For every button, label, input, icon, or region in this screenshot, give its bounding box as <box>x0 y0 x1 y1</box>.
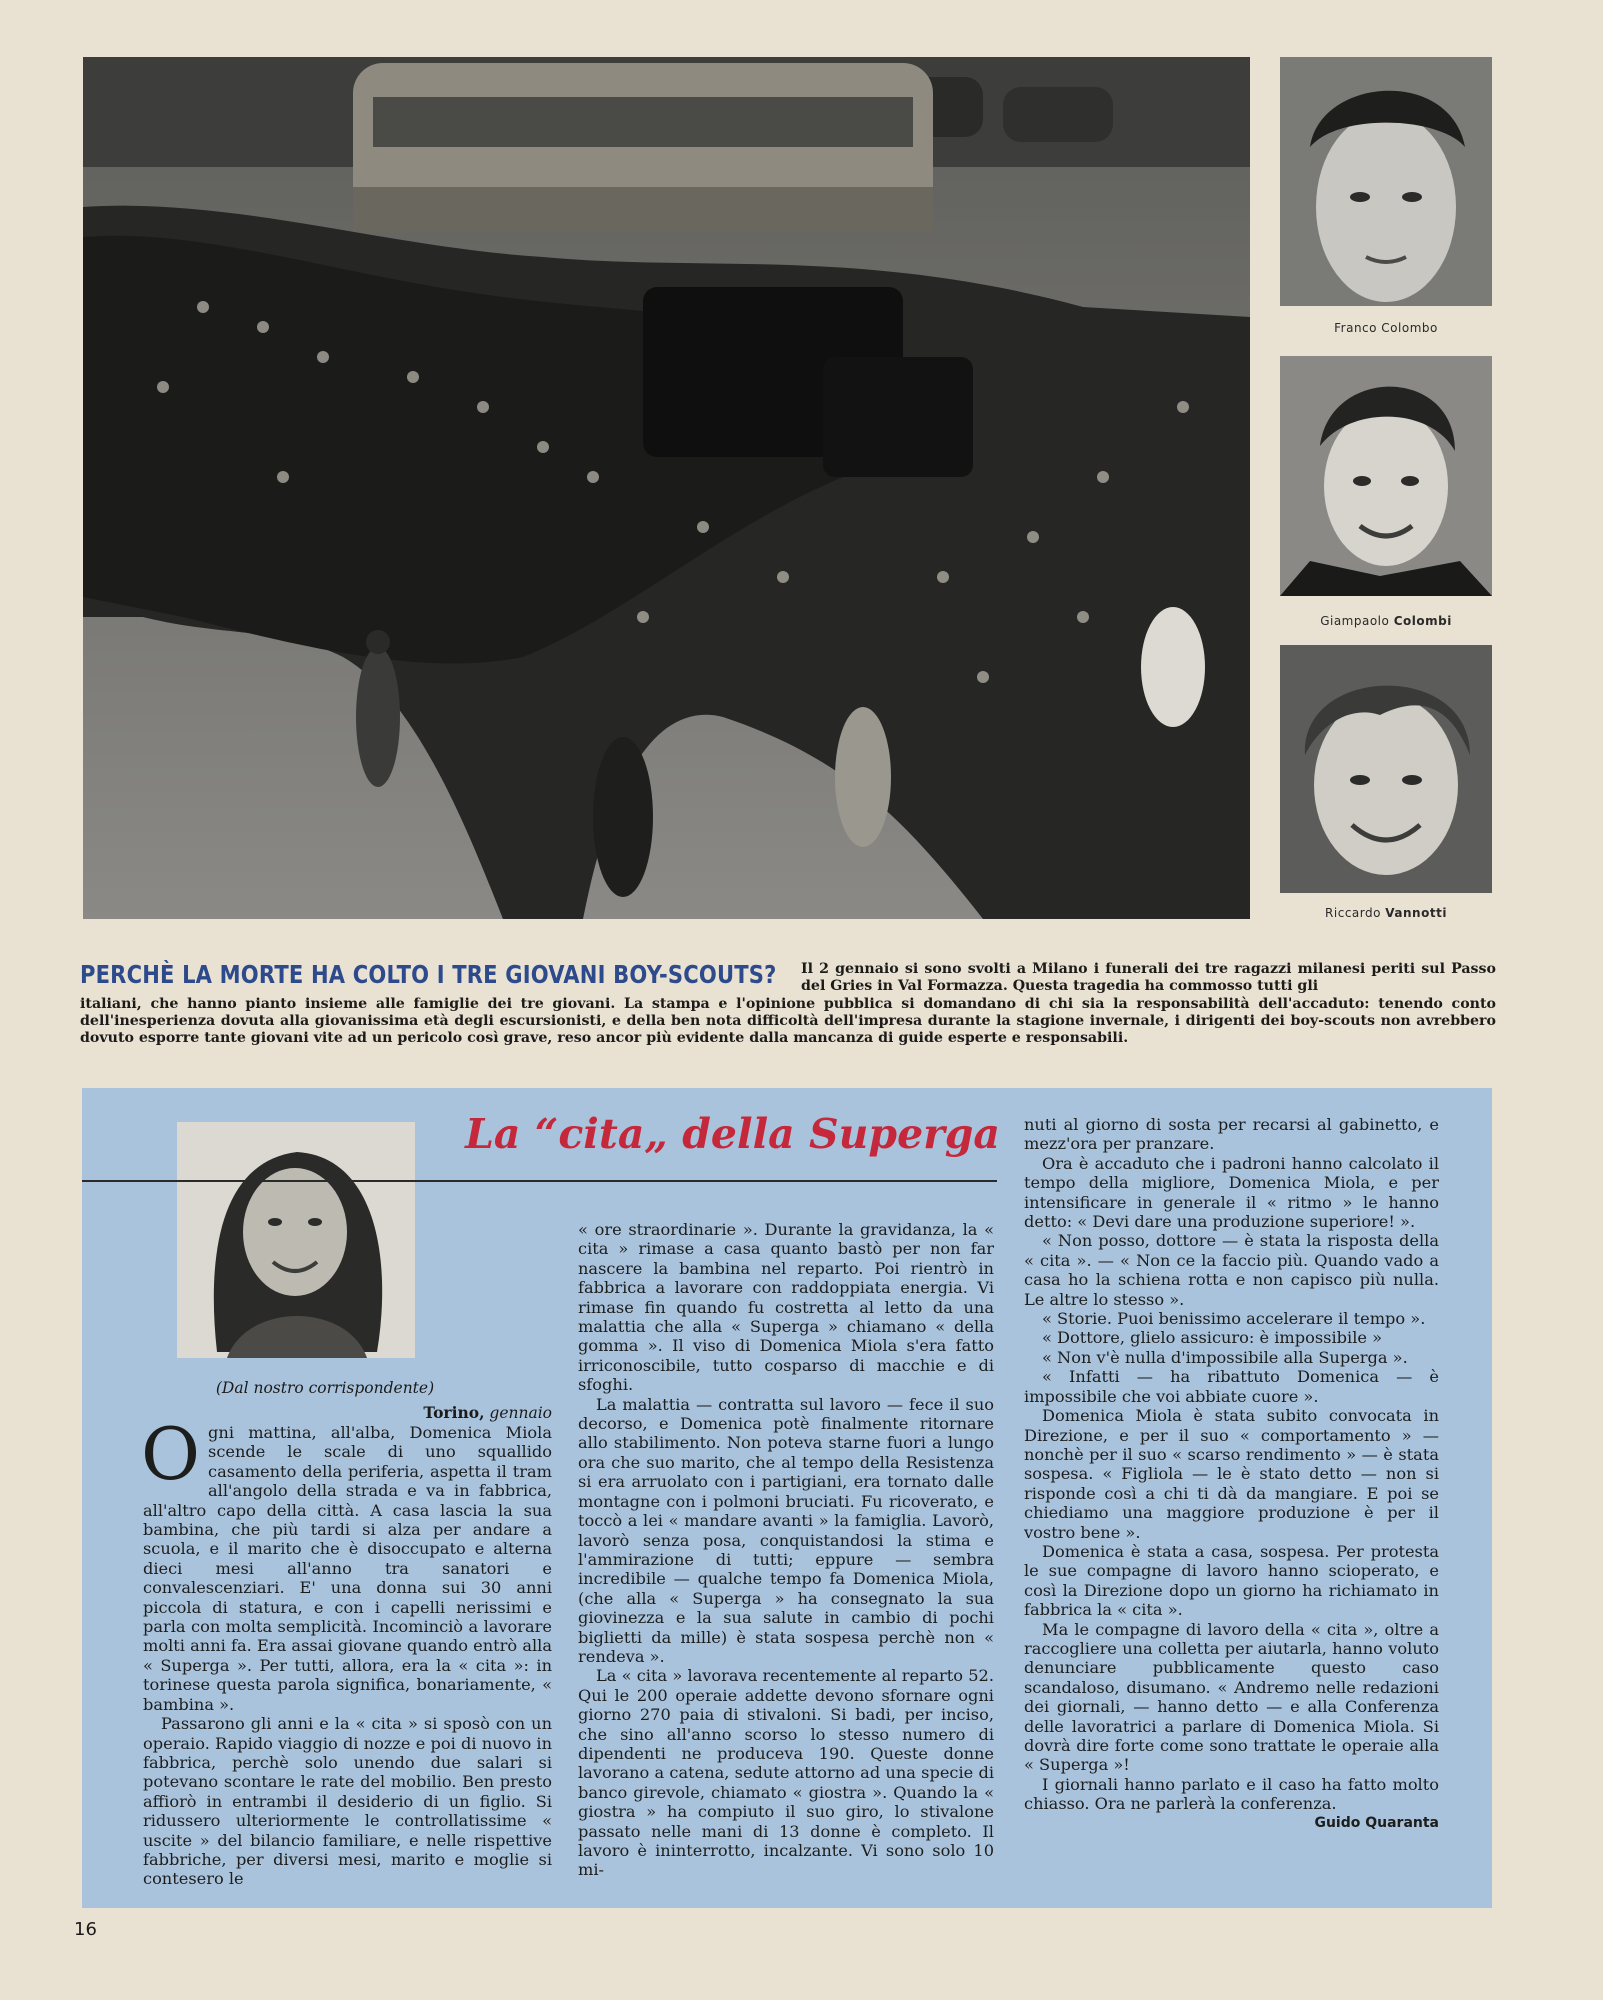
dateline: Torino, gennaio <box>423 1403 552 1422</box>
funeral-procession-photo <box>83 57 1250 919</box>
lead-paragraph-part1: Il 2 gennaio si sono svolti a Milano i funerali dei tre ragazzi milanesi periti sul Passo del Gries in Val Formazza. Questa tragedia ha commosso tutti gli <box>801 961 1496 994</box>
headline: PERCHÈ LA MORTE HA COLTO I TRE GIOVANI BOY-SCOUTS? <box>80 960 777 989</box>
caption-riccardo-vannotti: Riccardo Vannotti <box>1325 906 1447 920</box>
caption-franco-colombo: Franco Colombo <box>1334 321 1438 335</box>
article-column-2: « ore straordinarie ». Durante la gravidanza, la « cita » rimase a casa quanto bastò per non far nascere la bambina nel reparto. Poi rientrò in fabbrica a lavorare con raddoppiata energia. Vi rimase fin quando fu costretta al letto da una malattia che alla « Superga » chiamano « della gomma ». Il viso di Domenica Miola s'era fatto irriconoscibile, tutto cosparso di macchie e di sfoghi. La malattia — contratta sul lavoro — fece il suo decorso, e Domenica potè finalmente ritornare allo stabilimento. Non poteva starne fuori a lungo ora che suo marito, che al tempo della Resistenza si era arruolato con i partigiani, era tornato dalle montagne con i polmoni bruciati. Fu ricoverato, e toccò a lei « mandare avanti » la famiglia. Lavorò, lavorò senza posa, conquistandosi la stima e l'ammirazione di tutti; eppure — sembra incredibile — qualche tempo fa Domenica Miola, (che alla « Superga » ha consegnato la sua giovinezza e la sua salute in cambio di pochi biglietti da mille) è stata sospesa perchè non « rendeva ». La « cita » lavorava recentemente al reparto 52. Qui le 200 operaie addette devono sfornare ogni giorno 270 paia di stivaloni. Si badi, per inciso, che sino all'anno scorso lo stesso numero di dipendenti ne produceva 190. Queste donne lavorano a catena, sedute attorno ad una specie di banco girevole, chiamato « giostra ». Quando la « giostra » ha compiuto il suo giro, lo stivalone passato nelle mani di 13 donne è completo. Il lavoro è ininterrotto, incalzante. Vi sono solo 10 mi- <box>578 1220 994 1880</box>
drop-cap: O <box>141 1412 201 1496</box>
portrait-franco-colombo <box>1280 57 1492 306</box>
title-divider <box>82 1180 997 1182</box>
caption-giampaolo-colombi: Giampaolo Colombi <box>1320 614 1452 628</box>
portrait-domenica-miola <box>177 1122 415 1358</box>
article-column-1: Ogni mattina, all'alba, Domenica Miola scende le scale di uno squallido casamento della periferia, aspetta il tram all'angolo della strada e va in fabbrica, all'altro capo della città. A casa lascia la sua bambina, che più tardi si alza per andare a scuola, e il marito che è disoccupato e alterna dieci mesi all'anno tra sanatori e convalescenziari. E' una donna sui 30 anni piccola di statura, e con i capelli nerissimi e parla con molta semplicità. Incominciò a lavorare molti anni fa. Era assai giovane quando entrò alla « Superga ». Per tutti, allora, era la « cita »: in torinese questa parola significa, bonariamente, « bambina ». Passarono gli anni e la « cita » si sposò con un operaio. Rapido viaggio di nozze e poi di nuovo in fabbrica, perchè solo unendo due salari si potevano scontare le rate del mobilio. Ben presto affiorò in entrambi il desiderio di un figlio. Si ridussero ulteriormente le controllatissime « uscite » del bilancio familiare, e nelle rispettive fabbriche, per diversi mesi, marito e moglie si contesero le <box>141 1412 552 1889</box>
portrait-riccardo-vannotti <box>1280 645 1492 893</box>
byline: (Dal nostro corrispondente) <box>215 1379 435 1397</box>
lead-paragraph-part2: italiani, che hanno pianto insieme alle famiglie dei tre giovani. La stampa e l'opinione pubblica si domandano di chi sia la responsabilità dell'accaduto: tenendo conto dell'inesperienza dovuta alla giovanissima età degli escursionisti, e della ben nota difficoltà dell'impresa durante la stagione invernale, i dirigenti dei boy-scouts non avrebbero dovuto esporre tante giovani vite ad un pericolo così grave, reso ancor più evidente dalla mancanza di guide esperte e responsabili. <box>80 996 1496 1046</box>
article-title: La “cita„ della Superga <box>465 1110 1000 1158</box>
article-column-3: nuti al giorno di sosta per recarsi al gabinetto, e mezz'ora per pranzare. Ora è accaduto che i padroni hanno calcolato il tempo della migliore, Domenica Miola, e per intensificare in generale il « ritmo » le hanno detto: « Devi dare una produzione superiore! ». « Non posso, dottore — è stata la risposta della « cita ». — « Non ce la faccio più. Quando vado a casa ho la schiena rotta e non capisco più nulla. Le altre lo stesso ». « Storie. Puoi benissimo accelerare il tempo ». « Dottore, glielo assicuro: è impossibile » « Non v'è nulla d'impossibile alla Superga ». « Infatti — ha ribattuto Domenica — è impossibile che voi abbiate cuore ». Domenica Miola è stata subito convocata in Direzione, e per il suo « comportamento » — nonchè per il suo « scarso rendimento » — è stata sospesa. « Figliola — le è stato detto — non si risponde così a chi ti dà da mangiare. E poi se chiediamo una maggiore produzione è per il vostro bene ». Domenica è stata a casa, sospesa. Per protesta le sue compagne di lavoro hanno scioperato, e così la Direzione dopo un giorno ha richiamato in fabbrica la « cita ». Ma le compagne di lavoro della « cita », oltre a raccogliere una colletta per aiutarla, hanno voluto denunciare pubblicamente questo caso scandaloso, disumano. « Andremo nelle redazioni dei giornali, — hanno detto — e alla Conferenza delle lavoratrici a parlare di Domenica Miola. Si dovrà dire forte come sono trattate le operaie alla « Superga »! I giornali hanno parlato e il caso ha fatto molto chiasso. Ora ne parlerà la conferenza. Guido Quaranta <box>1024 1115 1439 1833</box>
portrait-giampaolo-colombi <box>1280 356 1492 596</box>
author-signature: Guido Quaranta <box>1314 1814 1439 1831</box>
page-number: 16 <box>74 1919 97 1940</box>
